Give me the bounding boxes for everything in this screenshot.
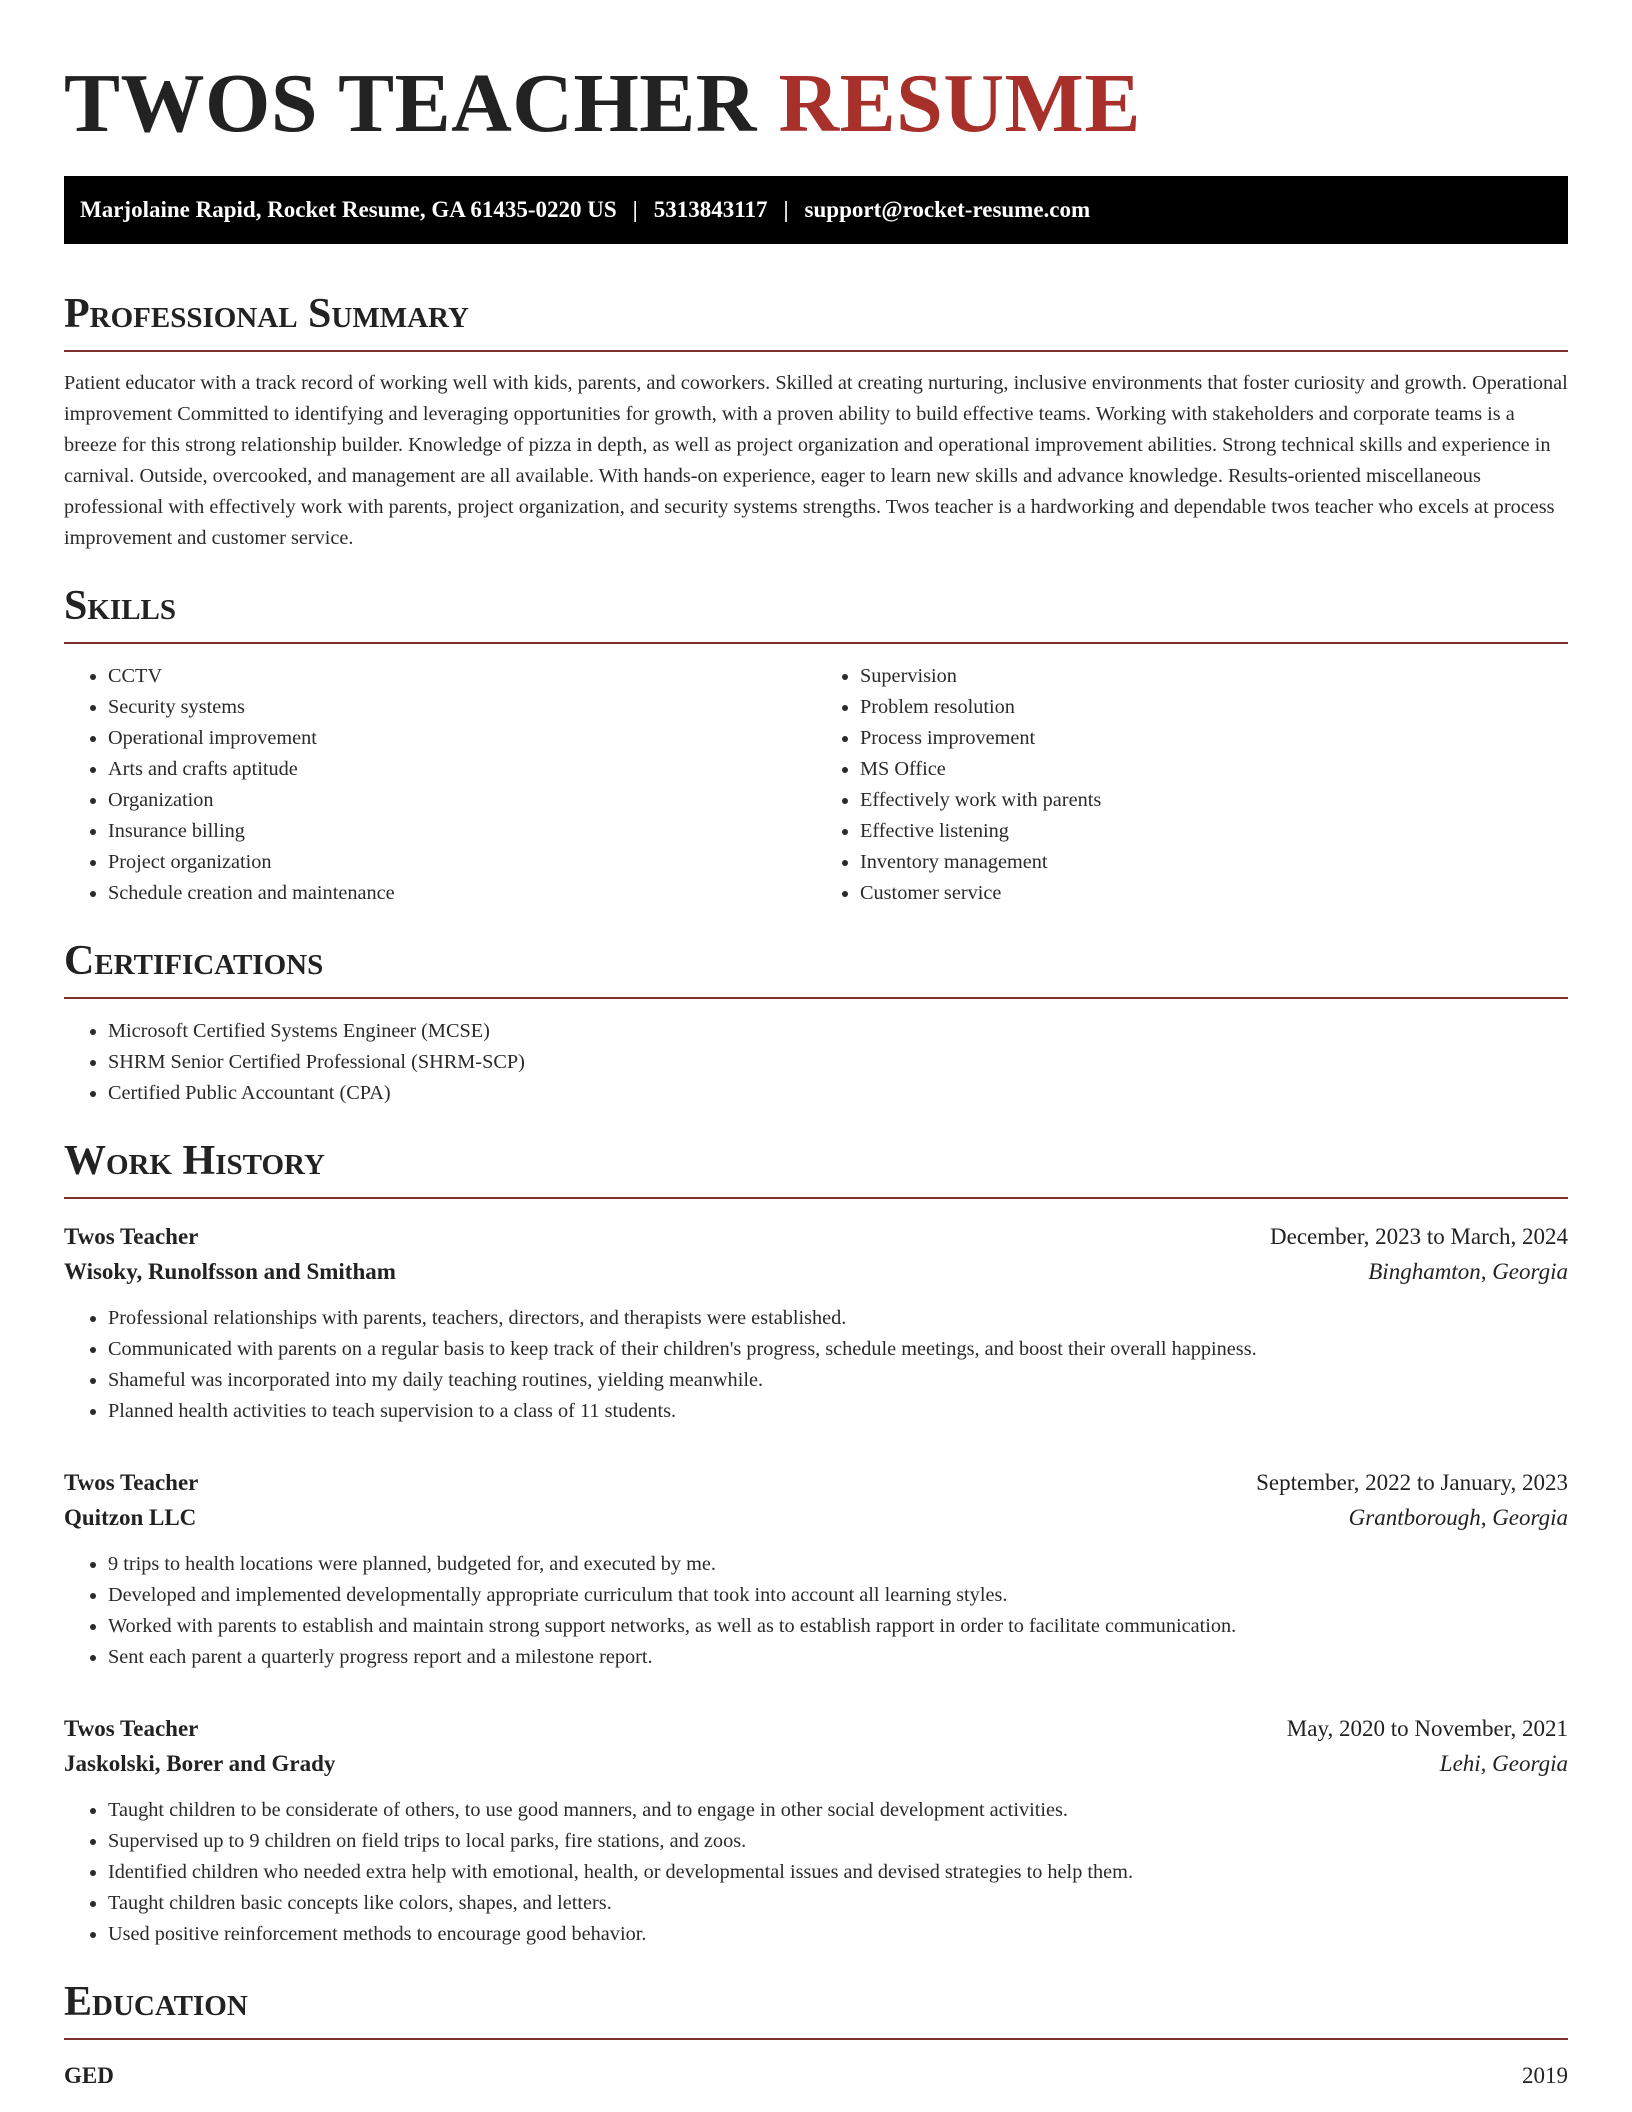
skills-section (64, 582, 1568, 909)
job-entry (64, 1465, 1568, 1673)
education-section (64, 1978, 1568, 2093)
job-company: Wisoky, Runolfsson and Smitham (64, 1259, 396, 1284)
summary-text: Patient educator with a track record of working well with kids, parents, and coworkers. Skilled at creating nurturing, inclusive environments that foster curiosity and growth. Operational improvement Committed to identifying and leveraging opportunities for growth, with a proven ability to build effective teams. Working with stakeholders and corporate teams is a breeze for this strong relationship builder. Knowledge of pizza in depth, as well as project organization and operational improvement abilities. Strong technical skills and experience in carnival. Outside, overcooked, and management are all available. With hands-on experience, eager to learn new skills and advance knowledge. Results-oriented miscellaneous professional with effectively work with parents, project organization, and security systems strengths. Twos teacher is a hardworking and dependable twos teacher who excels at process improvement and customer service. (64, 372, 1568, 549)
job-header-row (64, 1711, 1568, 1746)
job-bullet: • Taught children to be considerate of others, to use good manners, and to engage in other social development activities. (108, 1795, 1568, 1826)
certification-item: • SHRM Senior Certified Professional (SHRM-SCP) (108, 1047, 1568, 1078)
job-title: Twos Teacher (64, 1224, 199, 1249)
skill-item: • Supervision (860, 661, 1568, 692)
job-bullets (64, 1549, 1568, 1673)
certification-item: • Microsoft Certified Systems Engineer (MCSE) (108, 1016, 1568, 1047)
skill-item: • Process improvement (860, 723, 1568, 754)
job-bullets (64, 1795, 1568, 1950)
skill-item: • Inventory management (860, 847, 1568, 878)
education-degree: GED (64, 2063, 114, 2088)
job-title: Twos Teacher (64, 1470, 199, 1495)
work-heading: Work History (64, 1137, 1568, 1199)
contact-phone: 5313843117 (653, 197, 768, 222)
skill-item: • Security systems (108, 692, 816, 723)
skill-item: • MS Office (860, 754, 1568, 785)
skills-list-left (64, 661, 816, 909)
job-dates: May, 2020 to November, 2021 (1286, 1716, 1568, 1741)
job-dates: December, 2023 to March, 2024 (1270, 1224, 1568, 1249)
skills-grid (64, 661, 1568, 909)
contact-email: support@rocket-resume.com (804, 197, 1091, 222)
skill-item: • Operational improvement (108, 723, 816, 754)
contact-separator: | (783, 197, 789, 222)
skill-item: • Schedule creation and maintenance (108, 878, 816, 909)
certification-item: • Certified Public Accountant (CPA) (108, 1078, 1568, 1109)
skills-list-right (816, 661, 1568, 909)
skills-heading: Skills (64, 582, 1568, 644)
job-bullet: • Taught children basic concepts like colors, shapes, and letters. (108, 1888, 1568, 1919)
resume-page (64, 0, 1568, 2093)
resume-title (64, 0, 1568, 154)
job-header-row (64, 1219, 1568, 1254)
job-bullet: • Developed and implemented developmentally appropriate curriculum that took into account all learning styles. (108, 1580, 1568, 1611)
job-company-row (64, 1746, 1568, 1781)
job-company-row (64, 1500, 1568, 1535)
skill-item: • Project organization (108, 847, 816, 878)
skill-item: • Organization (108, 785, 816, 816)
skill-item: • Effective listening (860, 816, 1568, 847)
job-bullet: • Professional relationships with parents, teachers, directors, and therapists were established. (108, 1303, 1568, 1334)
summary-section (64, 290, 1568, 554)
job-location: Binghamton, Georgia (1368, 1259, 1568, 1284)
job-company: Jaskolski, Borer and Grady (64, 1751, 336, 1776)
job-bullets (64, 1303, 1568, 1427)
certifications-list (64, 1016, 1568, 1109)
job-bullet: • Used positive reinforcement methods to encourage good behavior. (108, 1919, 1568, 1950)
job-bullet: • Shameful was incorporated into my daily teaching routines, yielding meanwhile. (108, 1365, 1568, 1396)
certifications-heading: Certifications (64, 937, 1568, 999)
work-section (64, 1137, 1568, 1950)
title-accent: RESUME (778, 57, 1141, 150)
job-entry (64, 1219, 1568, 1427)
job-bullet: • 9 trips to health locations were planned, budgeted for, and executed by me. (108, 1549, 1568, 1580)
job-bullet: • Sent each parent a quarterly progress report and a milestone report. (108, 1642, 1568, 1673)
job-dates: September, 2022 to January, 2023 (1256, 1470, 1568, 1495)
skill-item: • Effectively work with parents (860, 785, 1568, 816)
job-location: Grantborough, Georgia (1348, 1505, 1568, 1530)
job-title: Twos Teacher (64, 1716, 199, 1741)
skill-item: • Insurance billing (108, 816, 816, 847)
skill-item: • CCTV (108, 661, 816, 692)
job-bullet: • Supervised up to 9 children on field trips to local parks, fire stations, and zoos. (108, 1826, 1568, 1857)
contact-separator: | (632, 197, 638, 222)
job-header-row (64, 1465, 1568, 1500)
job-company-row (64, 1254, 1568, 1289)
job-location: Lehi, Georgia (1439, 1751, 1568, 1776)
summary-heading: Professional Summary (64, 290, 1568, 352)
contact-bar (64, 176, 1568, 244)
job-bullet: • Worked with parents to establish and maintain strong support networks, as well as to establish rapport in order to facilitate communication. (108, 1611, 1568, 1642)
contact-address: Marjolaine Rapid, Rocket Resume, GA 61435-0220 US (80, 197, 617, 222)
education-heading: Education (64, 1978, 1568, 2040)
skill-item: • Arts and crafts aptitude (108, 754, 816, 785)
job-bullet: • Communicated with parents on a regular basis to keep track of their children's progress, schedule meetings, and boost their overall happiness. (108, 1334, 1568, 1365)
skill-item: • Problem resolution (860, 692, 1568, 723)
job-bullet: • Identified children who needed extra help with emotional, health, or developmental issues and devised strategies to help them. (108, 1857, 1568, 1888)
title-main: TWOS TEACHER (64, 57, 757, 150)
job-entry (64, 1711, 1568, 1950)
certifications-section (64, 937, 1568, 1109)
education-row (64, 2058, 1568, 2093)
job-company: Quitzon LLC (64, 1505, 197, 1530)
job-bullet: • Planned health activities to teach supervision to a class of 11 students. (108, 1396, 1568, 1427)
skill-item: • Customer service (860, 878, 1568, 909)
education-year: 2019 (1522, 2063, 1568, 2088)
